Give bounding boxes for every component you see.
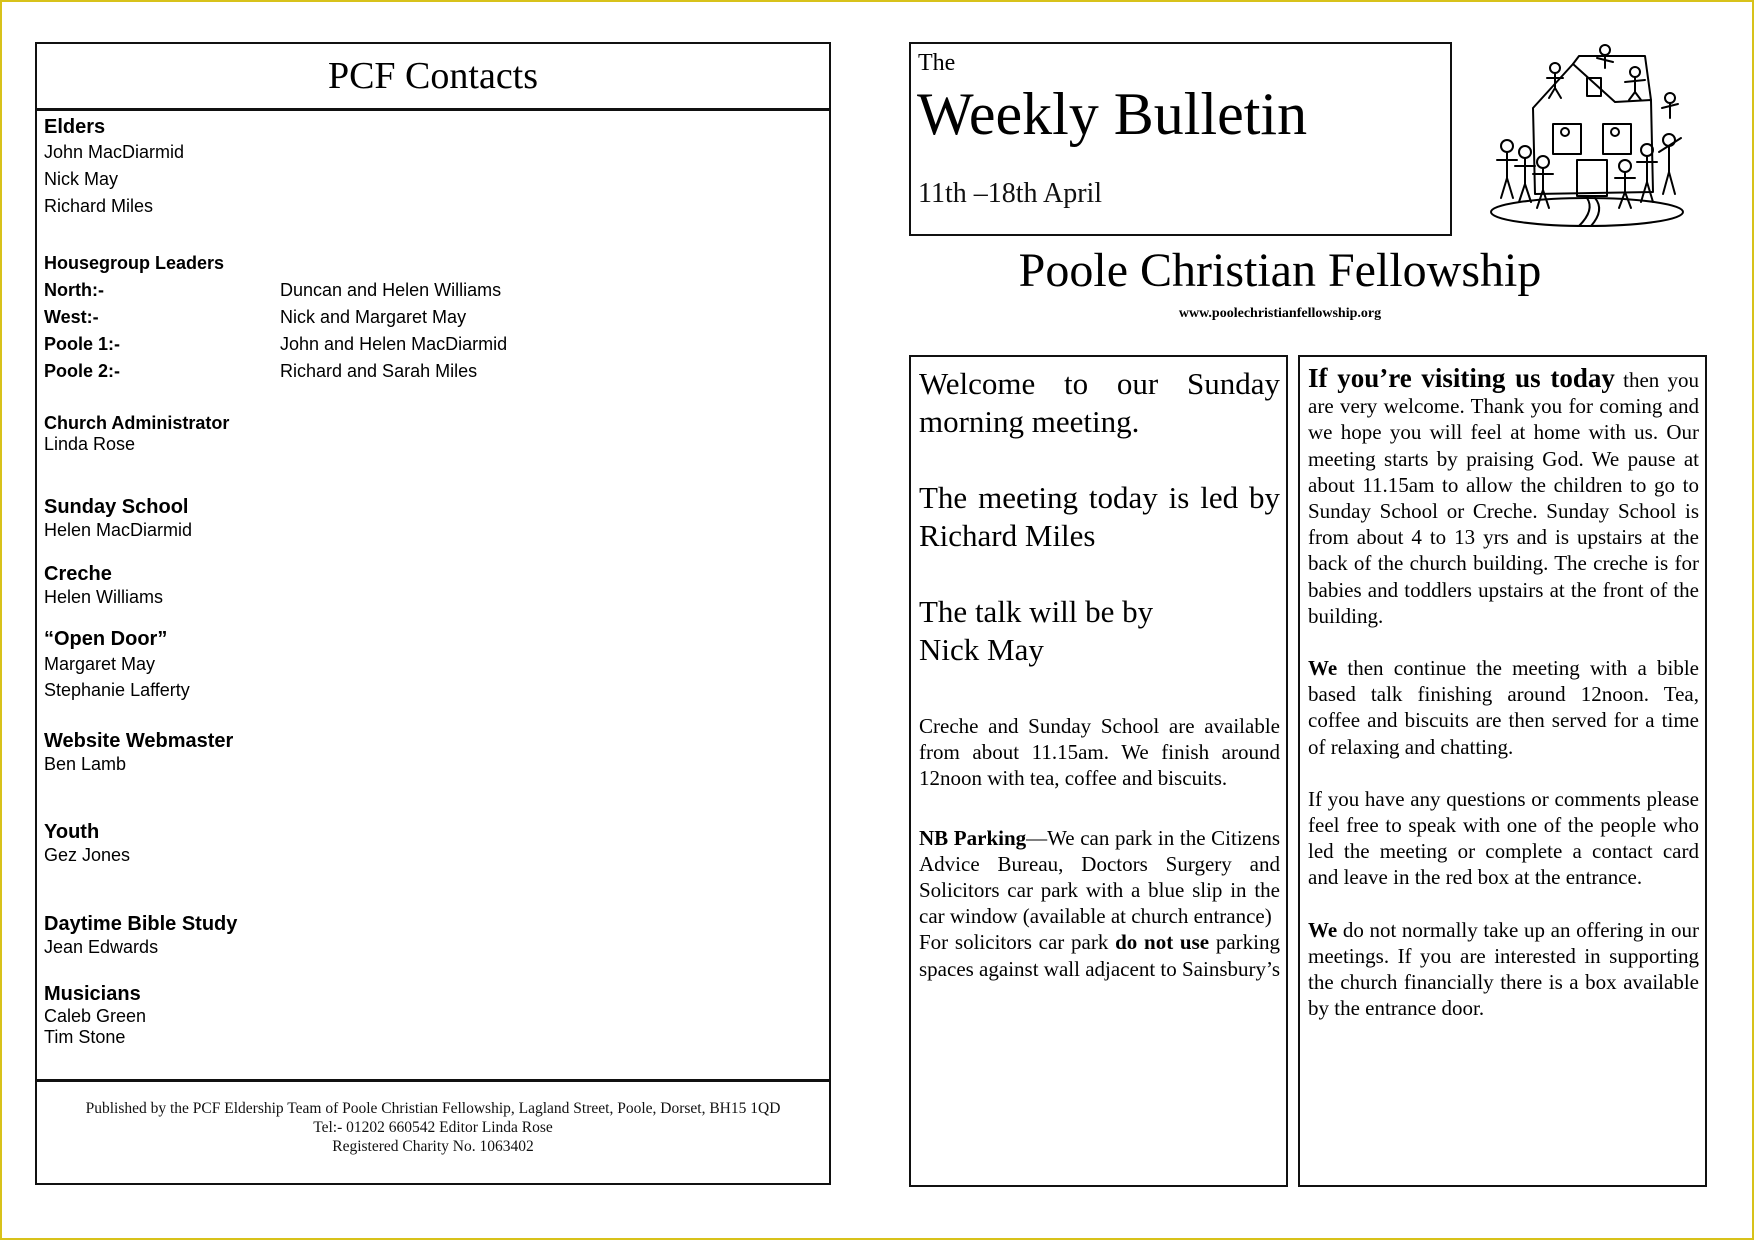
parking-note (919, 825, 1280, 930)
continue-paragraph (1308, 655, 1699, 760)
creche-info: Creche and Sunday School are available from about 11.15am. We finish around 12noon with tea, coffee and biscuits. (919, 714, 1280, 791)
bible-study-section (44, 913, 237, 958)
bible-study-name: Jean Edwards (44, 937, 159, 957)
bible-study-heading: Daytime Bible Study (44, 913, 238, 935)
housegroup-leaders: John and Helen MacDiarmid (280, 334, 508, 354)
open-door-name: Stephanie Lafferty (44, 680, 190, 700)
visitors-column (1298, 355, 1707, 1187)
sunday-school-name: Helen MacDiarmid (44, 520, 193, 540)
musician-name: Tim Stone (44, 1027, 126, 1047)
bulletin-dates: 11th –18th April (918, 178, 1103, 209)
offering-paragraph (1308, 917, 1699, 1022)
welcome-heading: Welcome to our Sunday morning meeting. (919, 366, 1280, 439)
parking-label: NB Parking (919, 825, 1027, 850)
house-with-people-icon (1475, 42, 1695, 232)
footer-contact-line: Tel:- 01202 660542 Editor Linda Rose (313, 1119, 553, 1136)
welcome-column (909, 355, 1288, 1187)
parking-text: —We can park in the Citizens Advice Bureau, Doctors Surgery and Solicitors car park with a blue slip in the car window (available at church entrance) (919, 825, 1280, 929)
housegroup-area: North:- (44, 280, 104, 300)
youth-heading: Youth (44, 821, 100, 843)
musician-name: Caleb Green (44, 1006, 147, 1026)
visiting-lead: If you’re visiting us today (1308, 363, 1615, 393)
church-admin-name: Linda Rose (44, 434, 136, 454)
housegroup-area: West:- (44, 307, 99, 327)
church-admin-heading: Church Administrator (44, 413, 230, 433)
youth-section (44, 821, 130, 866)
bulletin-title: Weekly Bulletin (917, 81, 1308, 147)
visiting-text: then you are very welcome. Thank you for coming and we hope you will feel at home with us. Our meeting starts by praising God. We pause at about 11.15am to allow the children to go to Sunday School or Creche. Sunday School is from about 4 to 13 yrs and is upstairs at the back of the church building. The creche is for babies and toddlers upstairs at the front of the building. (1308, 368, 1699, 628)
offering-lead: We (1308, 917, 1338, 942)
org-url: www.poolechristianfellowship.org (1178, 306, 1382, 321)
continue-text: then continue the meeting with a bible based talk finishing around 12noon. Tea, coffee and biscuits are then served for a time of relaxing and chatting. (1308, 656, 1699, 759)
offering-text: do not normally take up an offering in our meetings. If you are interested in supporting the church financially there is a box available by the entrance door. (1308, 917, 1699, 1021)
sunday-school-section (44, 496, 192, 541)
open-door-name: Margaret May (44, 654, 156, 674)
youth-name: Gez Jones (44, 845, 131, 865)
church-admin-section (44, 413, 229, 454)
webmaster-name: Ben Lamb (44, 754, 127, 774)
housegroups-heading: Housegroup Leaders (44, 253, 225, 273)
housegroup-leaders: Duncan and Helen Williams (280, 280, 502, 300)
sunday-school-heading: Sunday School (44, 496, 189, 518)
publisher-footer (37, 1099, 829, 1156)
solicitors-text-pre: For solicitors car park (919, 930, 1116, 955)
elders-section (44, 116, 184, 220)
elders-heading: Elders (44, 116, 106, 138)
musicians-section (44, 983, 146, 1048)
solicitors-text-post: parking spaces against wall adjacent to Sainsbury’s (919, 930, 1280, 981)
housegroup-area: Poole 2:- (44, 361, 121, 381)
solicitors-note (919, 929, 1280, 981)
housegroup-leaders: Nick and Margaret May (280, 307, 467, 327)
webmaster-heading: Website Webmaster (44, 730, 234, 752)
elder-name: Nick May (44, 169, 119, 189)
creche-section (44, 563, 163, 608)
solicitors-warning: do not use (1115, 930, 1210, 955)
creche-heading: Creche (44, 563, 112, 585)
contacts-panel (35, 42, 831, 1185)
creche-name: Helen Williams (44, 587, 164, 607)
continue-lead: We (1308, 656, 1338, 681)
questions-paragraph: If you have any questions or comments please feel free to speak with one of the people who led the meeting or complete a contact card and leave in the red box at the entrance. (1308, 786, 1699, 890)
elder-name: Richard Miles (44, 196, 154, 216)
footer-charity-line: Registered Charity No. 1063402 (332, 1138, 534, 1155)
bulletin-title-box (909, 42, 1452, 236)
musicians-heading: Musicians (44, 983, 141, 1005)
welcome-column-content (919, 365, 1280, 982)
footer-publisher-line: Published by the PCF Eldership Team of Poole Christian Fellowship, Lagland Street, Poole, Dorset, BH15 1QD (85, 1100, 781, 1117)
housegroup-leaders: Richard and Sarah Miles (280, 361, 478, 381)
talk-speaker-name: Nick May (919, 632, 1044, 667)
webmaster-section (44, 730, 233, 775)
elder-name: John MacDiarmid (44, 142, 185, 162)
open-door-heading: “Open Door” (44, 628, 168, 650)
org-name: Poole Christian Fellowship (1018, 244, 1542, 297)
bulletin-the: The (918, 50, 956, 76)
meeting-leader: The meeting today is led by Richard Miles (919, 480, 1280, 553)
visitors-column-content (1308, 365, 1699, 1021)
talk-speaker-intro: The talk will be by (919, 594, 1154, 629)
footer-divider (37, 1079, 829, 1082)
visiting-paragraph (1308, 365, 1699, 629)
contacts-title: PCF Contacts (37, 44, 829, 111)
open-door-section (44, 628, 190, 703)
housegroup-area: Poole 1:- (44, 334, 121, 354)
